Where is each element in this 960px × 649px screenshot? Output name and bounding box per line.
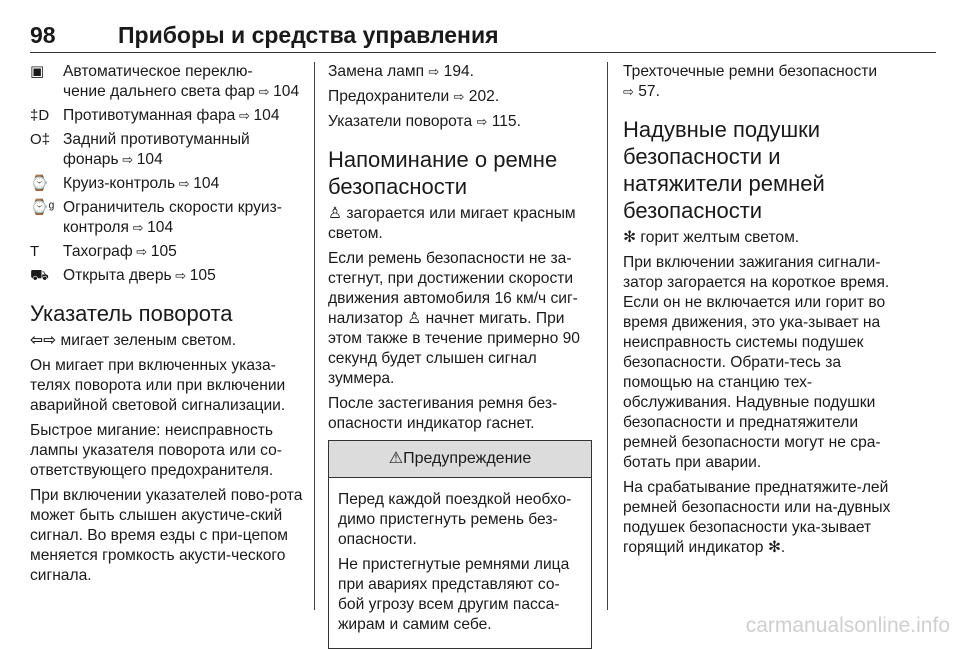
page-header: [30, 22, 936, 53]
paragraph: После застегивания ремня без-опасности индикатор гаснет.: [328, 395, 558, 432]
indicator-item: [30, 106, 308, 126]
page-number: 98: [30, 22, 56, 48]
airbag-icon: ✻: [767, 539, 781, 556]
indicator-text[interactable]: Круиз-контроль ⇨ 104: [63, 175, 220, 192]
paragraph: При включении зажигания сигнали-затор загорается на короткое время. Если он не включается или горит во время движения, это ука-зывает на неисправность системы подушек безопасности. Обрати-тесь за помощью на станцию тех-обслуживания. Надувные подушки безопасности и преднатяжители ремней безопасности могут не сра-ботать при аварии.: [623, 254, 890, 471]
page-title: Приборы и средства управления: [118, 22, 499, 48]
speed-limiter-icon: ⌚ᵍ: [30, 199, 55, 216]
cross-reference[interactable]: Трехточечные ремни безопасности ⇨ 57.: [623, 63, 878, 100]
section-title-seatbelt-reminder: Напоминание о ремне безопасности: [328, 147, 558, 199]
paragraph: ✻ горит желтым светом.: [623, 229, 800, 246]
turn-signal-icon: ⇦⇨: [30, 332, 57, 349]
section-title-airbags: Надувные подушки безопасности и натяжители ремней безопасности: [623, 117, 825, 223]
door-open-icon: ⛟: [30, 267, 49, 284]
cross-reference[interactable]: Указатели поворота ⇨ 115.: [328, 113, 521, 130]
paragraph: ♙ загорается или мигает красным светом.: [328, 205, 576, 242]
airbag-icon: ✻: [623, 229, 637, 246]
section-title-turn-signal: Указатель поворота: [30, 301, 233, 326]
paragraph: Быстрое мигание: неисправность лампы указателя поворота или со-ответствующего предохранителя.: [30, 422, 282, 479]
paragraph: На срабатывание преднатяжите-лей ремней безопасности или на-дувных подушек безопасности ука-зывает горящий индикатор ✻.: [623, 479, 891, 556]
column-divider: [607, 62, 608, 610]
indicator-text[interactable]: Автоматическое переклю- чение дальнего света фар ⇨ 104: [63, 63, 300, 100]
rear-fog-light-icon: O‡: [30, 131, 51, 148]
paragraph: Если ремень безопасности не за-стегнут, при достижении скорости движения автомобиля 16 км/ч сиг-нализатор ♙ начнет мигать. При этом также в течение примерно 90 секунд будет слышен сигнал зуммера.: [328, 250, 580, 387]
paragraph: При включении указателей пово-рота может быть слышен акустиче-ский сигнал. Во время езды с при-цепом меняется громкость акусти-ческого сигнала.: [30, 487, 303, 584]
column-divider: [314, 62, 315, 610]
fog-light-icon: ‡D: [30, 107, 50, 124]
tachograph-icon: T: [30, 243, 40, 260]
indicator-item: [30, 266, 308, 286]
column-2: [328, 62, 592, 649]
seatbelt-icon: ♙: [328, 205, 342, 222]
watermark: carmanualsonline.info: [745, 614, 950, 637]
indicator-text[interactable]: Тахограф ⇨ 105: [63, 243, 177, 260]
column-1: [30, 62, 308, 591]
paragraph: Он мигает при включенных указа-телях поворота или при включении аварийной световой сигнализации.: [30, 357, 286, 414]
cross-reference[interactable]: Замена ламп ⇨ 194.: [328, 63, 474, 80]
warning-box: [328, 440, 592, 649]
indicator-text[interactable]: Открыта дверь ⇨ 105: [63, 267, 216, 284]
indicator-item: [30, 174, 308, 194]
indicator-item: [30, 62, 308, 102]
cruise-control-icon: ⌚: [30, 175, 49, 192]
paragraph: ⇦⇨ мигает зеленым светом.: [30, 332, 237, 349]
warning-text: Перед каждой поездкой необхо-димо пристегнуть ремень без-опасности.: [338, 491, 572, 548]
indicator-text[interactable]: Противотуманная фара ⇨ 104: [63, 107, 280, 124]
seatbelt-icon: ♙: [407, 310, 422, 327]
indicator-text[interactable]: Задний противотуманный фонарь ⇨ 104: [63, 131, 250, 168]
warning-triangle-icon: ⚠: [388, 450, 404, 467]
warning-header: ⚠Предупреждение: [329, 441, 591, 478]
cross-reference[interactable]: Предохранители ⇨ 202.: [328, 88, 500, 105]
warning-text: Не пристегнутые ремнями лица при авариях представляют со-бой угрозу всем другим пасса-жирам и самим себе.: [338, 556, 570, 633]
indicator-item: [30, 130, 308, 170]
indicator-list: [30, 62, 308, 286]
indicator-item: [30, 242, 308, 262]
auto-high-beam-icon: ▣: [30, 63, 45, 80]
column-3: [623, 62, 893, 563]
indicator-item: [30, 198, 308, 238]
indicator-text[interactable]: Ограничитель скорости круиз- контроля ⇨ 104: [63, 199, 282, 236]
